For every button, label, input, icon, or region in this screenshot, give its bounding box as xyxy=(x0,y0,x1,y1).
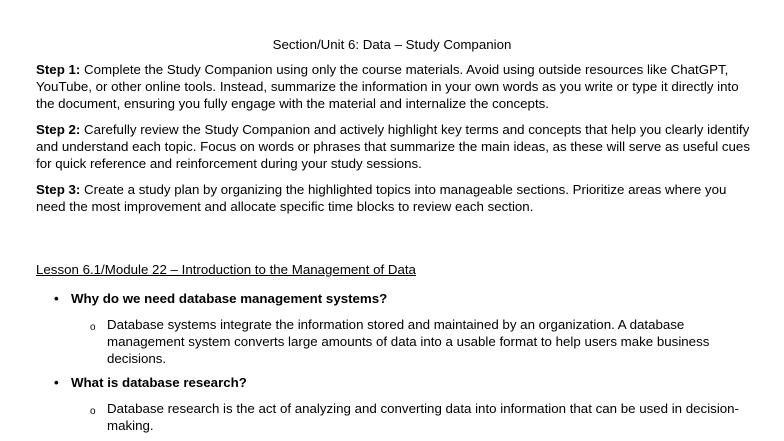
step-3-paragraph xyxy=(36,181,752,215)
question-text: Why do we need database management systems? xyxy=(71,291,388,306)
step-2-paragraph xyxy=(36,121,752,172)
lesson-heading: Lesson 6.1/Module 22 – Introduction to the Management of Data xyxy=(36,262,416,277)
answer-text: Database systems integrate the information stored and maintained by an organization. A database management system converts large amounts of data into a usable format to help users make business decisions. xyxy=(107,317,710,366)
step-3-text: Create a study plan by organizing the highlighted topics into manageable sections. Prioritize areas where you need the most improvement and allocate specific time blocks to review each section. xyxy=(36,182,727,214)
step-1-text: Complete the Study Companion using only the course materials. Avoid using outside resources like ChatGPT, YouTube, or other online tools. Instead, summarize the information in your own words as you write or type it directly into the document, ensuring you fully engage with the material and internalize the concepts. xyxy=(36,62,739,111)
bullet-icon: • xyxy=(54,291,59,306)
step-2-text: Carefully review the Study Companion and actively highlight key terms and concepts that help you clearly identify and understand each topic. Focus on words or phrases that summarize the main ideas, as these will serve as useful cues for quick reference and reinforcement during your study sessions. xyxy=(36,122,750,171)
answer-item xyxy=(90,400,750,434)
question-item xyxy=(54,374,247,391)
question-item xyxy=(54,290,387,307)
bullet-icon: • xyxy=(54,375,59,390)
question-text: What is database research? xyxy=(71,375,247,390)
step-1-paragraph xyxy=(36,61,752,112)
sub-bullet-icon: o xyxy=(90,406,96,417)
step-3-label: Step 3: xyxy=(36,182,81,197)
answer-text: Database research is the act of analyzing and converting data into information that can be used in decision-making. xyxy=(107,401,739,433)
document-title: Section/Unit 6: Data – Study Companion xyxy=(272,37,512,52)
step-2-label: Step 2: xyxy=(36,122,81,137)
step-1-label: Step 1: xyxy=(36,62,81,77)
answer-item xyxy=(90,316,750,367)
sub-bullet-icon: o xyxy=(90,322,96,333)
